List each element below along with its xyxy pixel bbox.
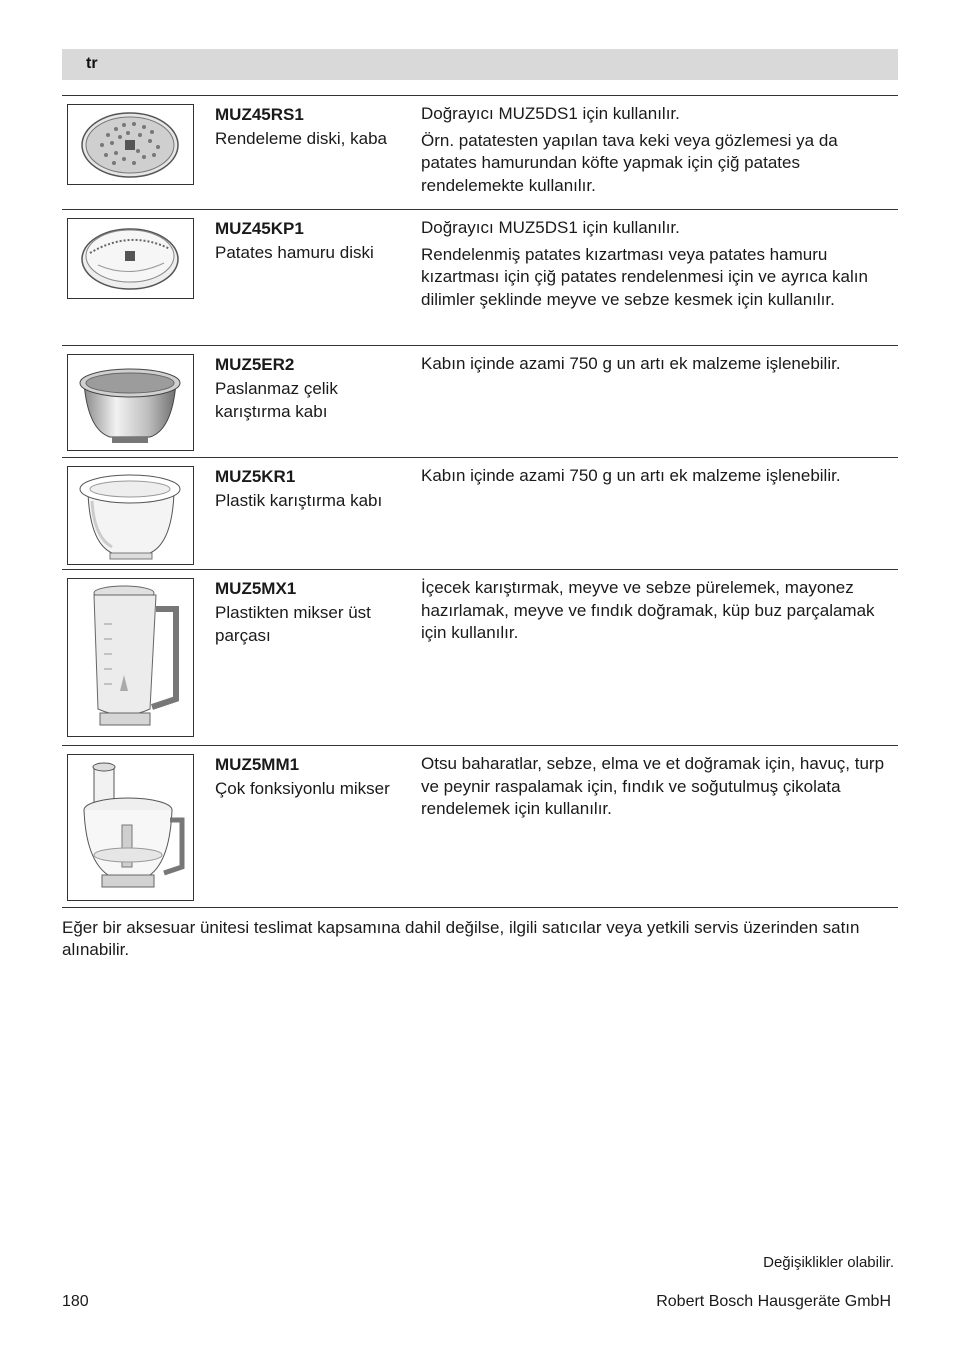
blender-jug-image xyxy=(67,578,194,737)
item-description xyxy=(421,217,897,315)
item-model: MUZ5KR1 xyxy=(215,467,296,486)
item-model: MUZ45KP1 xyxy=(215,219,304,238)
steel-bowl-image xyxy=(67,354,194,451)
accessory-row-muz45kp1 xyxy=(62,209,898,346)
item-description xyxy=(421,353,897,380)
accessory-row-muz5er2 xyxy=(62,345,898,458)
multi-mixer-image xyxy=(67,754,194,901)
page-number: 180 xyxy=(62,1293,89,1310)
item-name: Çok fonksiyonlu mikser xyxy=(215,779,390,798)
description-line: İçecek karıştırmak, meyve ve sebze pürelemek, mayonez hazırlamak, meyve ve fındık doğramak, küp buz parçalamak için kullanılır. xyxy=(421,578,875,642)
item-description xyxy=(421,753,897,825)
description-line: Kabın içinde azami 750 g un artı ek malzeme işlenebilir. xyxy=(421,466,841,485)
item-name: Plastik karıştırma kabı xyxy=(215,491,383,510)
language-code: tr xyxy=(86,55,98,72)
item-name: Patates hamuru diski xyxy=(215,243,374,262)
accessory-row-muz5mx1 xyxy=(62,569,898,746)
description-line: Örn. patatesten yapılan tava keki veya gözlemesi ya da patates hamurundan köfte yapmak için çiğ patates rendelemekte kullanılır. xyxy=(421,130,838,195)
changes-notice: Değişiklikler olabilir. xyxy=(763,1254,894,1271)
item-model: MUZ45RS1 xyxy=(215,105,304,124)
item-name: Paslanmaz çelik karıştırma kabı xyxy=(215,379,338,421)
accessory-row-muz45rs1 xyxy=(62,95,898,210)
accessory-row-muz5kr1 xyxy=(62,457,898,570)
description-line: Doğrayıcı MUZ5DS1 için kullanılır. xyxy=(421,104,680,123)
item-model: MUZ5ER2 xyxy=(215,355,295,374)
availability-note: Eğer bir aksesuar ünitesi teslimat kapsamına dahil değilse, ilgili satıcılar veya yetkili servis üzerinden satın alınabilir. xyxy=(62,918,860,959)
item-model: MUZ5MM1 xyxy=(215,755,300,774)
plastic-bowl-image xyxy=(67,466,194,565)
company-name: Robert Bosch Hausgeräte GmbH xyxy=(656,1293,891,1310)
item-model: MUZ5MX1 xyxy=(215,579,297,598)
description-line: Otsu baharatlar, sebze, elma ve et doğramak için, havuç, turp ve peynir raspalamak için, fındık ve soğutulmuş çikolata rendelemek için kullanılır. xyxy=(421,754,885,818)
language-header-bar xyxy=(62,49,898,80)
item-description xyxy=(421,103,897,201)
item-description xyxy=(421,577,897,649)
table-bottom-rule xyxy=(62,907,898,908)
description-line: Rendelenmiş patates kızartması veya patates hamuru kızartması için çiğ patates rendelenmesi için ve ayrıca kalın dilimler şeklinde meyve ve sebze kesmek için kullanılır. xyxy=(421,244,868,309)
accessory-row-muz5mm1 xyxy=(62,745,898,908)
item-description xyxy=(421,465,897,492)
description-line: Kabın içinde azami 750 g un artı ek malzeme işlenebilir. xyxy=(421,354,841,373)
description-line: Doğrayıcı MUZ5DS1 için kullanılır. xyxy=(421,218,680,237)
item-name: Rendeleme diski, kaba xyxy=(215,129,387,148)
potato-dough-disc-image xyxy=(67,218,194,299)
coarse-grating-disc-image xyxy=(67,104,194,185)
item-name: Plastikten mikser üst parçası xyxy=(215,603,371,645)
